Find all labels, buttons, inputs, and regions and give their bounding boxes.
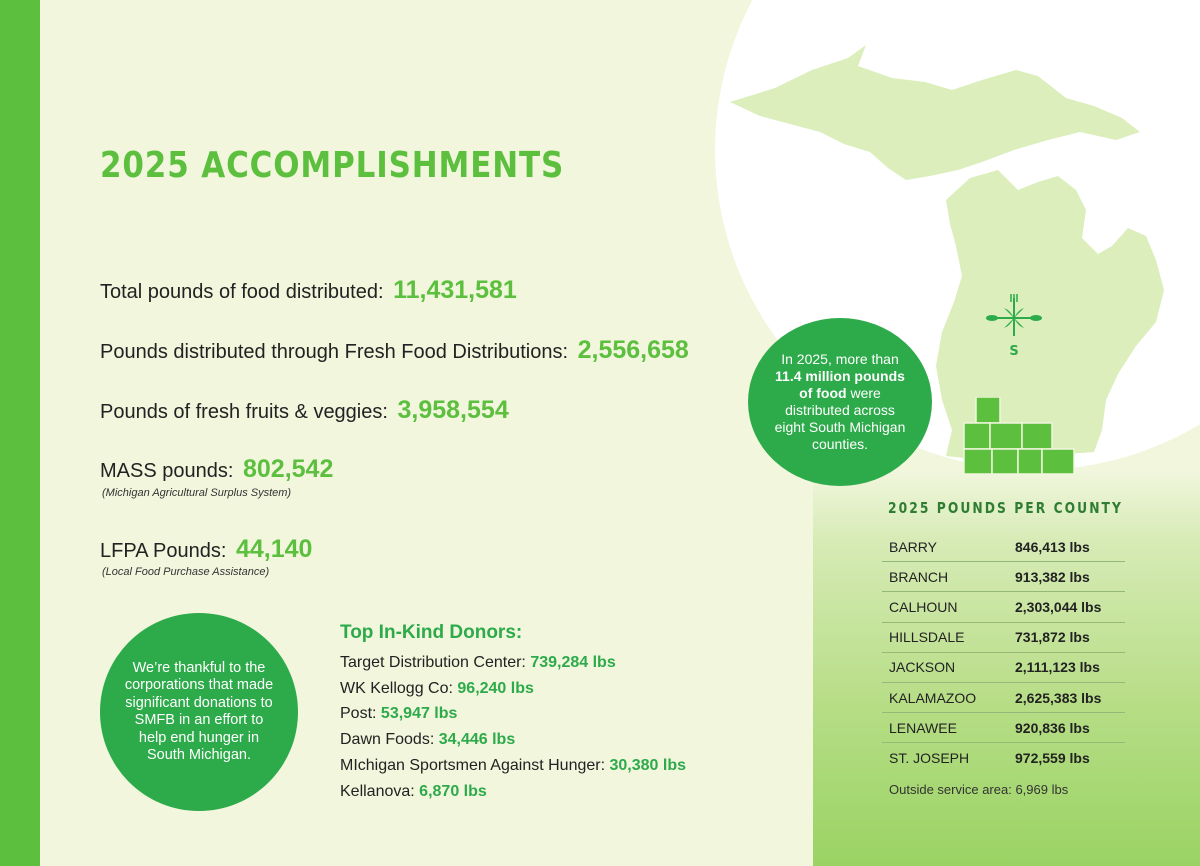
mass-note: (Michigan Agricultural Surplus System) xyxy=(102,487,292,499)
table-row xyxy=(882,562,1125,592)
county-name: LENAWEE xyxy=(882,713,1008,743)
callout-bold: 11.4 million pounds of food xyxy=(775,368,905,401)
donor-value: 34,446 lbs xyxy=(438,731,516,749)
county-table xyxy=(882,532,1125,773)
county-value: 731,872 lbs xyxy=(1008,622,1125,652)
callout-pre: In 2025, more than xyxy=(781,351,899,367)
stat-value: 2,556,658 xyxy=(577,336,689,364)
stat-value: 44,140 xyxy=(235,535,313,563)
stat-value: 3,958,554 xyxy=(397,396,509,424)
stat-value: 11,431,581 xyxy=(393,276,517,304)
county-name: KALAMAZOO xyxy=(882,682,1008,712)
donor-name: MIchigan Sportsmen Against Hunger: xyxy=(340,756,606,774)
callout-post: were distributed across eight South Michigan counties. xyxy=(774,385,906,452)
callout-text xyxy=(770,351,910,453)
stat-mass-pounds xyxy=(100,455,333,484)
county-name: BARRY xyxy=(882,532,1008,562)
donor-row xyxy=(340,650,686,676)
callout-circle xyxy=(748,318,932,486)
thanks-text: We’re thankful to the corporations that made significant donations to SMFB in an effort to help end hunger in South Michigan. xyxy=(124,659,274,763)
table-row xyxy=(882,682,1125,712)
table-row xyxy=(882,652,1125,682)
donor-value: 53,947 lbs xyxy=(380,705,458,723)
stat-fruits-veggies xyxy=(100,396,509,425)
donors-section xyxy=(340,622,686,804)
county-value: 2,111,123 lbs xyxy=(1008,652,1125,682)
donor-name: Dawn Foods: xyxy=(340,731,435,749)
donor-value: 96,240 lbs xyxy=(457,679,534,697)
table-row xyxy=(882,743,1125,773)
county-name: ST. JOSEPH xyxy=(889,749,970,766)
county-value: 846,413 lbs xyxy=(1008,532,1125,562)
stat-fresh-food-distributions xyxy=(100,336,689,365)
county-name: JACKSON xyxy=(882,652,1008,682)
county-name: BRANCH xyxy=(882,562,1008,592)
counties-map-icon xyxy=(962,397,1076,475)
donor-value: 30,380 lbs xyxy=(609,756,686,774)
table-row xyxy=(882,713,1125,743)
county-value: 972,559 lbs xyxy=(1015,749,1090,766)
donor-row xyxy=(340,753,686,779)
donor-name: Post: xyxy=(340,705,377,723)
county-name: HILLSDALE xyxy=(882,622,1008,652)
stat-lfpa-pounds xyxy=(100,535,312,564)
donor-name: Kellanova: xyxy=(340,782,415,800)
stat-label: Pounds of fresh fruits & veggies: xyxy=(100,401,388,423)
donor-name: WK Kellogg Co: xyxy=(340,679,453,697)
donor-value: 6,870 lbs xyxy=(419,782,487,800)
stat-label: LFPA Pounds: xyxy=(100,540,227,562)
stat-value: 802,542 xyxy=(242,455,334,483)
county-value: 913,382 lbs xyxy=(1008,562,1125,592)
donor-row xyxy=(340,779,686,805)
table-row xyxy=(882,592,1125,622)
county-table-title: 2025 POUNDS PER COUNTY xyxy=(888,499,1123,517)
donors-title: Top In-Kind Donors: xyxy=(340,622,523,643)
donor-name: Target Distribution Center: xyxy=(340,654,526,671)
county-value: 2,303,044 lbs xyxy=(1008,592,1125,622)
compass-fork-logo-icon xyxy=(984,292,1044,360)
left-accent-stripe xyxy=(0,0,40,866)
county-value: 920,836 lbs xyxy=(1008,713,1125,743)
stat-label: Total pounds of food distributed: xyxy=(100,281,384,303)
county-value: 2,625,383 lbs xyxy=(1008,682,1125,712)
page-title: 2025 ACCOMPLISHMENTS xyxy=(100,145,565,186)
donor-row xyxy=(340,676,686,702)
stat-label: MASS pounds: xyxy=(100,460,234,482)
donor-row xyxy=(340,727,686,753)
logo-letter: S xyxy=(1009,344,1019,359)
table-row xyxy=(882,622,1125,652)
county-name: CALHOUN xyxy=(882,592,1008,622)
stat-label: Pounds distributed through Fresh Food Distributions: xyxy=(100,341,569,363)
lfpa-note: (Local Food Purchase Assistance) xyxy=(102,566,270,578)
donor-row xyxy=(340,701,686,727)
table-row xyxy=(882,532,1125,562)
outside-service-area: Outside service area: 6,969 lbs xyxy=(889,782,1069,797)
thanks-circle xyxy=(100,613,298,811)
donor-value: 739,284 lbs xyxy=(530,654,616,671)
stat-total-pounds xyxy=(100,276,517,305)
